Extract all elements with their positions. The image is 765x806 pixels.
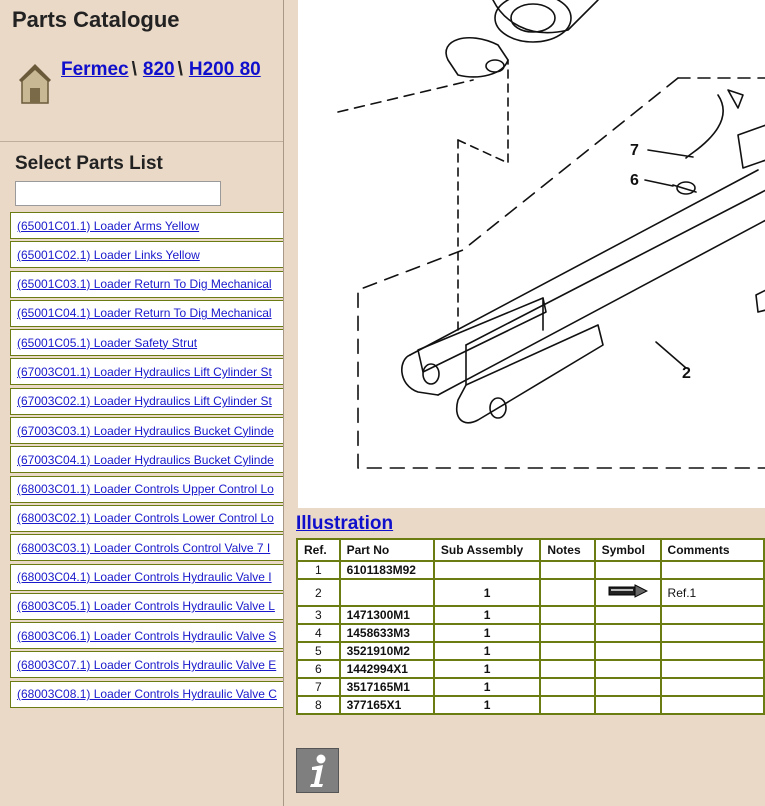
parts-list-link[interactable]: (65001C04.1) Loader Return To Dig Mechanical [17, 306, 272, 321]
cell-ref: 2 [297, 579, 340, 606]
cell-comments [661, 624, 764, 642]
info-button[interactable] [296, 748, 339, 793]
list-item[interactable] [10, 505, 283, 532]
cell-notes [540, 660, 594, 678]
left-panel [0, 0, 283, 806]
cell-symbol [595, 624, 661, 642]
parts-list-link[interactable]: (68003C08.1) Loader Controls Hydraulic Valve C [17, 687, 277, 702]
list-item[interactable] [10, 446, 283, 473]
cell-ref: 8 [297, 696, 340, 714]
list-item[interactable] [10, 564, 283, 591]
cell-notes [540, 561, 594, 579]
parts-list-link[interactable]: (65001C03.1) Loader Return To Dig Mechanical [17, 277, 272, 292]
cell-notes [540, 624, 594, 642]
cell-ref: 4 [297, 624, 340, 642]
column-header-notes: Notes [540, 539, 594, 561]
breadcrumb-link-fermec[interactable]: Fermec [61, 59, 129, 80]
breadcrumb-link-h200[interactable]: H200 80 [188, 59, 261, 80]
cell-symbol [595, 606, 661, 624]
cell-sub-assembly: 1 [434, 579, 540, 606]
cell-part-no: 3517165M1 [340, 678, 434, 696]
list-item[interactable] [10, 417, 283, 444]
parts-list-link[interactable]: (65001C01.1) Loader Arms Yellow [17, 218, 200, 233]
list-item[interactable] [10, 681, 283, 708]
parts-list-link[interactable]: (67003C03.1) Loader Hydraulics Bucket Cylinde [17, 423, 274, 438]
cell-part-no: 6101183M92 [340, 561, 434, 579]
cell-sub-assembly: 1 [434, 660, 540, 678]
divider [0, 141, 283, 142]
breadcrumb-separator: \ [177, 59, 183, 80]
cell-comments [661, 660, 764, 678]
cell-comments [661, 642, 764, 660]
parts-list-heading: Select Parts List [15, 153, 163, 174]
parts-list-link[interactable]: (65001C05.1) Loader Safety Strut [17, 335, 198, 350]
list-item[interactable] [10, 388, 283, 415]
list-item[interactable] [10, 622, 283, 649]
parts-list-link[interactable]: (68003C04.1) Loader Controls Hydraulic Valve I [17, 570, 272, 585]
cell-symbol [595, 660, 661, 678]
list-item[interactable] [10, 593, 283, 620]
list-item[interactable] [10, 329, 283, 356]
table-row[interactable] [297, 579, 764, 606]
parts-list-link[interactable]: (68003C03.1) Loader Controls Control Valve 7 I [17, 540, 271, 555]
parts-list-link[interactable]: (67003C02.1) Loader Hydraulics Lift Cylinder St [17, 394, 272, 409]
cell-symbol [595, 642, 661, 660]
cell-ref: 1 [297, 561, 340, 579]
callout-label: 7 [630, 142, 639, 159]
parts-list-link[interactable]: (68003C07.1) Loader Controls Hydraulic Valve E [17, 657, 277, 672]
cell-ref: 5 [297, 642, 340, 660]
cell-ref: 3 [297, 606, 340, 624]
parts-illustration [298, 0, 765, 508]
cell-symbol [595, 678, 661, 696]
callout-label: 2 [682, 365, 691, 382]
list-item[interactable] [10, 212, 283, 239]
cell-ref: 6 [297, 660, 340, 678]
cell-comments [661, 606, 764, 624]
table-row[interactable] [297, 606, 764, 624]
cell-part-no: 1471300M1 [340, 606, 434, 624]
right-panel [283, 0, 765, 806]
table-row[interactable] [297, 642, 764, 660]
parts-list [10, 212, 283, 710]
page-title: Parts Catalogue [12, 7, 180, 32]
cell-sub-assembly: 1 [434, 642, 540, 660]
list-item[interactable] [10, 651, 283, 678]
parts-list-link[interactable]: (68003C06.1) Loader Controls Hydraulic Valve S [17, 628, 277, 643]
breadcrumb [61, 59, 261, 81]
list-item[interactable] [10, 476, 283, 503]
cell-part-no: 377165X1 [340, 696, 434, 714]
cell-symbol [595, 696, 661, 714]
column-header-sub-assembly: Sub Assembly [434, 539, 540, 561]
breadcrumb-separator: \ [131, 59, 137, 80]
parts-list-link[interactable]: (68003C02.1) Loader Controls Lower Control Lo [17, 511, 274, 526]
cell-notes [540, 606, 594, 624]
parts-list-link[interactable]: (67003C01.1) Loader Hydraulics Lift Cylinder St [17, 364, 272, 379]
cell-part-no: 1442994X1 [340, 660, 434, 678]
parts-list-filter-input[interactable] [15, 181, 221, 206]
parts-list-link[interactable]: (67003C04.1) Loader Hydraulics Bucket Cylinde [17, 452, 274, 467]
illustration-link[interactable]: Illustration [296, 513, 394, 534]
table-header-row [297, 539, 764, 561]
info-icon [304, 753, 332, 789]
list-item[interactable] [10, 300, 283, 327]
table-row[interactable] [297, 660, 764, 678]
callout-label: 6 [630, 172, 639, 189]
parts-table [296, 538, 765, 715]
list-item[interactable] [10, 358, 283, 385]
cell-symbol [595, 561, 661, 579]
breadcrumb-link-820[interactable]: 820 [142, 59, 175, 80]
cell-notes [540, 642, 594, 660]
list-item[interactable] [10, 241, 283, 268]
column-header-ref: Ref. [297, 539, 340, 561]
cell-part-no: 1458633M3 [340, 624, 434, 642]
home-icon[interactable] [17, 62, 53, 104]
cell-symbol [595, 579, 661, 606]
column-header-symbol: Symbol [595, 539, 661, 561]
column-header-comments: Comments [661, 539, 764, 561]
table-row[interactable] [297, 678, 764, 696]
table-row[interactable] [297, 561, 764, 579]
cell-part-no: 3521910M2 [340, 642, 434, 660]
table-row[interactable] [297, 696, 764, 714]
parts-list-link[interactable]: (68003C05.1) Loader Controls Hydraulic Valve L [17, 599, 275, 614]
cell-sub-assembly [434, 561, 540, 579]
cell-sub-assembly: 1 [434, 678, 540, 696]
parts-list-link[interactable]: (68003C01.1) Loader Controls Upper Control Lo [17, 482, 274, 497]
cell-notes [540, 579, 594, 606]
cell-comments [661, 678, 764, 696]
list-item[interactable] [10, 271, 283, 298]
cell-notes [540, 678, 594, 696]
cell-comments [661, 561, 764, 579]
column-header-part-no: Part No [340, 539, 434, 561]
cell-sub-assembly: 1 [434, 696, 540, 714]
cell-sub-assembly: 1 [434, 606, 540, 624]
cell-sub-assembly: 1 [434, 624, 540, 642]
list-item[interactable] [10, 534, 283, 561]
table-row[interactable] [297, 624, 764, 642]
arrow-pointer-icon [608, 584, 648, 598]
cell-comments [661, 696, 764, 714]
cell-notes [540, 696, 594, 714]
parts-list-link[interactable]: (65001C02.1) Loader Links Yellow [17, 247, 200, 262]
cell-comments: Ref.1 [661, 579, 764, 606]
cell-part-no [340, 579, 434, 606]
cell-ref: 7 [297, 678, 340, 696]
